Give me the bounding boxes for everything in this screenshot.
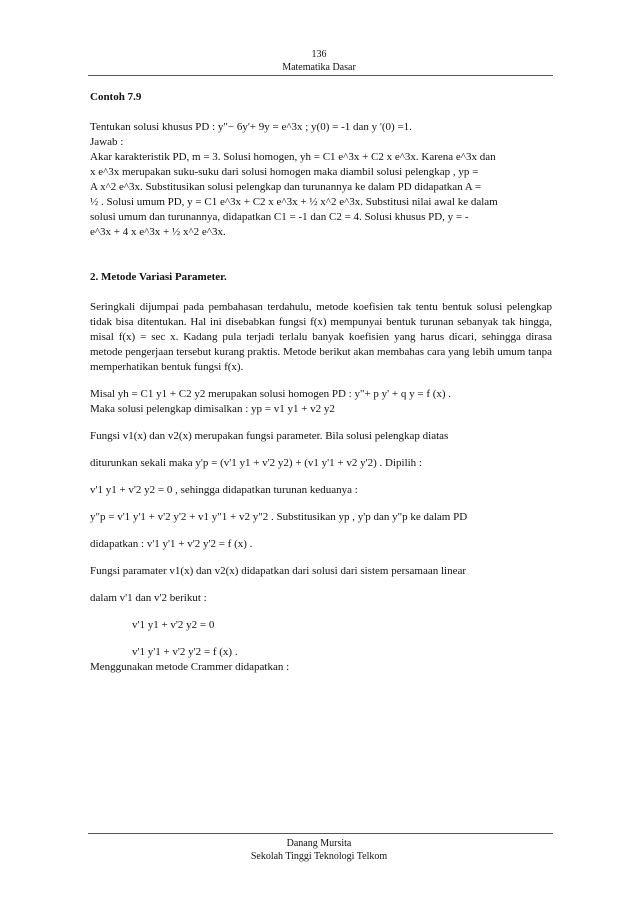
solution-line: Akar karakteristik PD, m = 3. Solusi homogen, yh = C1 e^3x + C2 x e^3x. Karena e^3x dan: [90, 151, 496, 163]
author-name: Danang Mursita: [286, 838, 352, 849]
solution-line: A x^2 e^3x. Substitusikan solusi pelengkap dan turunannya ke dalam PD didapatkan A =: [90, 181, 482, 193]
book-title: Matematika Dasar: [282, 62, 356, 73]
method-line: didapatkan : v'1 y'1 + v'2 y'2 = f (x) .: [90, 538, 253, 550]
solution-line: ½ . Solusi umum PD, y = C1 e^3x + C2 x e^3x + ½ x^2 e^3x. Substitusi nilai awal ke dalam: [90, 196, 498, 208]
method-line: Fungsi paramater v1(x) dan v2(x) didapatkan dari solusi dari sistem persamaan linear: [90, 565, 467, 577]
section-paragraph: Seringkali dijumpai pada pembahasan terdahulu, metode koefisien tak tentu bentuk solusi pelengkap tidak bisa ditentukan. Hal ini disebabkan fungsi f(x) mempunyai bentuk turunan sebanyak tak hingga, misal f(x) = sec x. Kadang pula terjadi terlalu banyak koefisien yang harus dicari, sehingga dirasa metode pengerjaan tersebut kurang praktis. Metode berikut akan membahas cara yang lebih umum tanpa memperhatikan bentuk fungsi f(x).: [90, 301, 552, 373]
page-number: 136: [311, 49, 327, 60]
answer-label: Jawab :: [90, 136, 124, 148]
closing-line: Menggunakan metode Crammer didapatkan :: [90, 661, 290, 673]
example-title: Contoh 7.9: [90, 91, 142, 103]
method-line: Fungsi v1(x) dan v2(x) merupakan fungsi parameter. Bila solusi pelengkap diatas: [90, 430, 449, 442]
page-content: [90, 90, 552, 675]
system-equation: v'1 y'1 + v'2 y'2 = f (x) .: [132, 646, 238, 658]
method-line: Misal yh = C1 y1 + C2 y2 merupakan solusi homogen PD : y"+ p y' + q y = f (x) .: [90, 388, 452, 400]
solution-line: e^3x + 4 x e^3x + ½ x^2 e^3x.: [90, 226, 226, 238]
section-heading: 2. Metode Variasi Parameter.: [90, 271, 227, 283]
page-footer: [0, 837, 638, 863]
method-line: v'1 y1 + v'2 y2 = 0 , sehingga didapatkan turunan keduanya :: [90, 484, 358, 496]
method-line: diturunkan sekali maka y'p = (v'1 y1 + v'2 y2) + (v1 y'1 + v2 y'2) . Dipilih :: [90, 457, 422, 469]
system-equation: v'1 y1 + v'2 y2 = 0: [132, 619, 215, 631]
example-problem: Tentukan solusi khusus PD : y"− 6y'+ 9y = e^3x ; y(0) = -1 dan y '(0) =1.: [90, 121, 412, 133]
header-divider: [88, 75, 553, 76]
institution-name: Sekolah Tinggi Teknologi Telkom: [250, 851, 388, 862]
page-header: [0, 48, 638, 74]
method-line: Maka solusi pelengkap dimisalkan : yp = v1 y1 + v2 y2: [90, 403, 335, 415]
solution-line: solusi umum dan turunannya, didapatkan C1 = -1 dan C2 = 4. Solusi khusus PD, y = -: [90, 211, 469, 223]
solution-line: x e^3x merupakan suku-suku dari solusi homogen maka diambil solusi pelengkap , yp =: [90, 166, 479, 178]
footer-divider: [88, 833, 553, 834]
method-line: dalam v'1 dan v'2 berikut :: [90, 592, 207, 604]
method-line: y"p = v'1 y'1 + v'2 y'2 + v1 y"1 + v2 y"2 . Substitusikan yp , y'p dan y"p ke dalam PD: [90, 511, 468, 523]
